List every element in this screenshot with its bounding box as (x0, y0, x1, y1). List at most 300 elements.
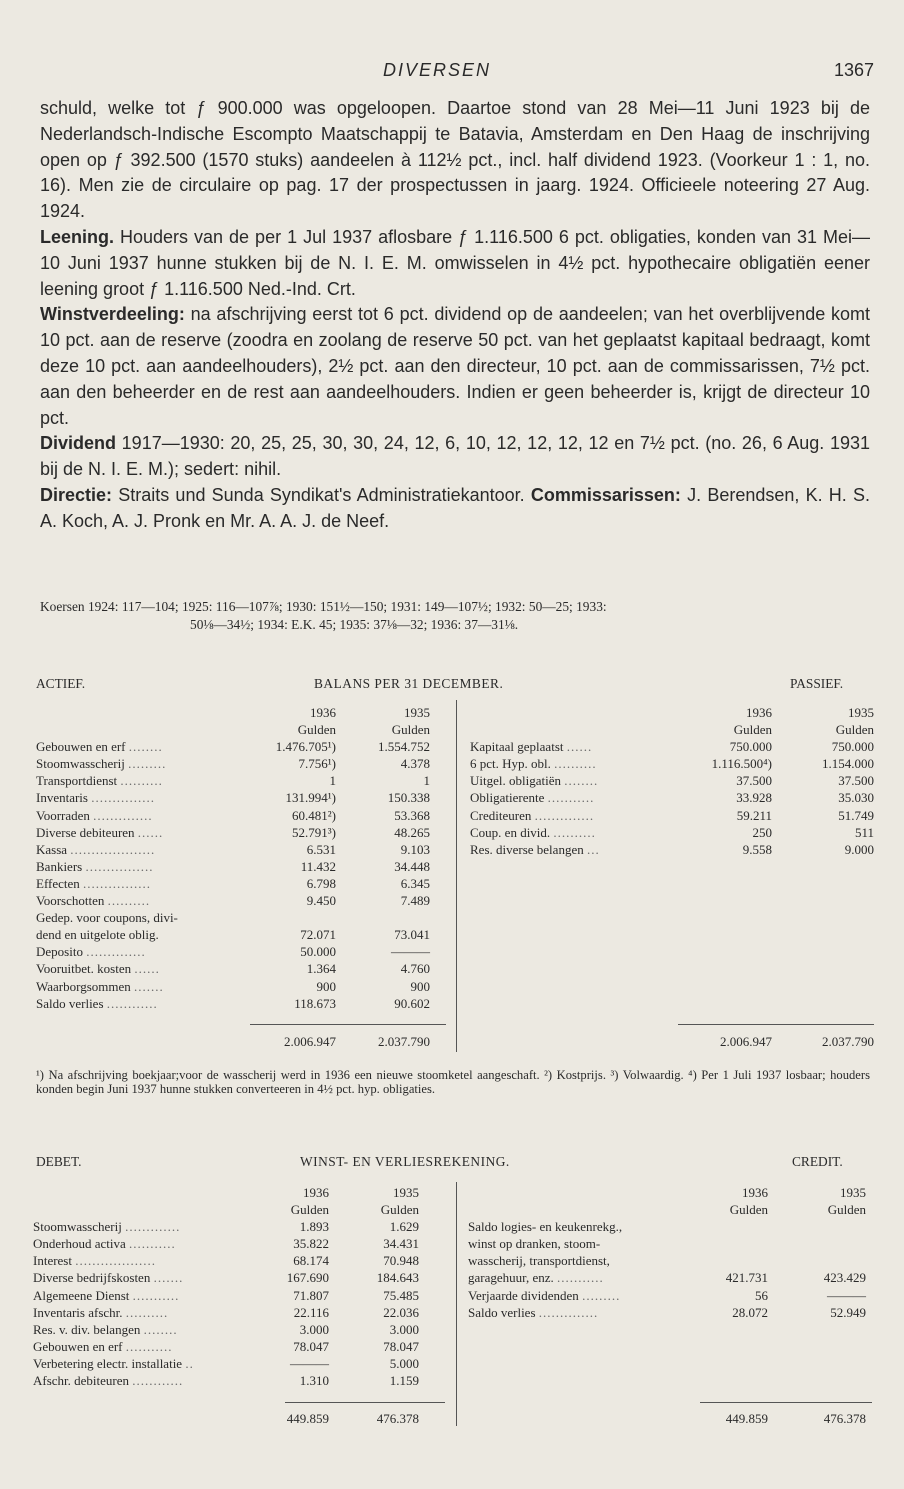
page-number: 1367 (833, 60, 874, 80)
actief-unit-1935: Gulden (391, 722, 430, 738)
passief-value-1935: 1.154.000 (822, 756, 874, 772)
debet-total-1935: 476.378 (376, 1411, 419, 1426)
credit-total-row (468, 1410, 872, 1427)
debet-label (33, 1235, 176, 1252)
debet-value-1936: 68.174 (293, 1253, 329, 1269)
debet-leader-dots: ....... (153, 1270, 184, 1286)
debet-row (33, 1287, 453, 1304)
wv-title: WINST- EN VERLIESREKENING. (300, 1154, 510, 1169)
debet-unit-1936: Gulden (290, 1202, 329, 1218)
actief-leader-dots: ............... (91, 790, 155, 806)
passief-label (470, 789, 594, 806)
debet-value-1935: 34.431 (383, 1236, 419, 1252)
passief-rows (470, 738, 874, 858)
passief-label-text: Kapitaal geplaatst (470, 739, 564, 755)
credit-row (468, 1252, 872, 1269)
passief-leader-dots: .......... (554, 756, 597, 772)
credit-year-row (468, 1184, 872, 1201)
credit-value-1936: 421.731 (725, 1270, 768, 1286)
actief-value-1936: 1 (329, 773, 336, 789)
koersen-line-1: Koersen 1924: 117—104; 1925: 116—107⅞; 1930: 151½—150; 1931: 149—107½; 1932: 50—25; 1933: (40, 599, 607, 614)
actief-row (36, 858, 456, 875)
actief-label-text: Vooruitbet. kosten (36, 961, 132, 977)
actief-label (36, 841, 155, 858)
debet-leader-dots: ........... (132, 1287, 180, 1303)
credit-row (468, 1304, 872, 1321)
passief-value-1936: 9.558 (742, 841, 772, 857)
passief-label-text: Res. diverse belangen (470, 841, 584, 857)
credit-leader-dots: ........... (557, 1270, 604, 1286)
passief-total-1936: 2.006.947 (720, 1034, 772, 1049)
actief-leader-dots: ................ (83, 875, 152, 891)
actief-leader-dots: .......... (107, 893, 151, 909)
passief-year-1936: 1936 (746, 705, 772, 720)
debet-leader-dots: ............. (125, 1219, 181, 1235)
credit-label-text: wasscherij, transportdienst, (468, 1253, 610, 1269)
actief-value-1936: 50.000 (300, 944, 336, 960)
credit-label (468, 1235, 600, 1252)
debet-value-1935: 78.047 (383, 1338, 419, 1354)
actief-total-row (36, 1033, 456, 1050)
balans-title: BALANS PER 31 DECEMBER. (314, 676, 504, 691)
passief-value-1936: 37.500 (736, 773, 772, 789)
credit-rows (468, 1218, 872, 1321)
passief-label (470, 841, 600, 858)
debet-row (33, 1338, 453, 1355)
debet-value-1935: 3.000 (389, 1321, 419, 1337)
credit-row (468, 1235, 872, 1252)
debet-label (33, 1218, 180, 1235)
actief-row (36, 909, 456, 926)
actief-value-1936: 118.673 (294, 995, 336, 1011)
actief-label-text: Transportdienst (36, 773, 118, 789)
debet-label-text: Gebouwen en erf (33, 1338, 123, 1354)
koersen-line-2: 50⅛—34½; 1934: E.K. 45; 1935: 37⅛—32; 1936: 37—31⅛. (190, 617, 519, 632)
actief-row (36, 960, 456, 977)
debet-total-rule (285, 1402, 445, 1403)
credit-unit-1936: Gulden (729, 1202, 768, 1218)
actief-row (36, 943, 456, 960)
credit-row (468, 1269, 872, 1286)
credit-label-text: Saldo verlies (468, 1304, 536, 1320)
actief-leader-dots: .................... (70, 841, 156, 857)
credit-total (468, 1410, 872, 1427)
debet-year-row (33, 1184, 453, 1201)
actief-value-1936: 1.476.705¹) (275, 739, 336, 755)
debet-label-text: Algemeene Dienst (33, 1287, 130, 1303)
passief-label-text: Uitgel. obligatiën (470, 773, 561, 789)
debet-value-1935: 5.000 (389, 1355, 419, 1371)
debet-row (33, 1218, 453, 1235)
debet-unit-row (33, 1201, 453, 1218)
actief-value-1935: ——— (391, 944, 430, 960)
actief-leader-dots: ....... (134, 978, 164, 994)
actief-value-1935: 900 (410, 978, 430, 994)
actief-label (36, 772, 163, 789)
actief-value-1936: 6.531 (306, 841, 336, 857)
debet-leader-dots: ................... (75, 1253, 156, 1269)
actief-value-1935: 4.760 (400, 961, 430, 977)
passief-total-1935: 2.037.790 (822, 1034, 874, 1049)
debet-label (33, 1269, 183, 1286)
directie-label: Directie: (40, 484, 113, 505)
debet-label-text: Inventaris afschr. (33, 1304, 123, 1320)
credit-unit-row (468, 1201, 872, 1218)
passief-leader-dots: ...... (566, 739, 593, 755)
credit-value-1935: ——— (827, 1287, 866, 1303)
credit-value-1935: 423.429 (823, 1270, 866, 1286)
actief-label (36, 892, 150, 909)
balans-divider (456, 700, 457, 1052)
actief-label-text: Saldo verlies (36, 995, 104, 1011)
passief-label (470, 807, 594, 824)
actief-value-1935: 150.338 (387, 790, 430, 806)
passief-value-1935: 35.030 (838, 790, 874, 806)
actief-value-1935: 48.265 (394, 824, 430, 840)
debet-label (33, 1287, 179, 1304)
actief-row (36, 875, 456, 892)
passief-value-1936: 750.000 (729, 739, 772, 755)
actief-label (36, 943, 146, 960)
actief-label-text: dend en uitgelote oblig. (36, 927, 159, 943)
passief-unit-row (470, 721, 874, 738)
passief-value-1935: 9.000 (844, 841, 874, 857)
actief-row (36, 807, 456, 824)
debet-value-1936: 1.310 (299, 1373, 329, 1389)
debet-year-1936: 1936 (303, 1185, 329, 1200)
actief-row (36, 789, 456, 806)
actief-row (36, 995, 456, 1012)
actief-label-text: Waarborgsommen (36, 978, 131, 994)
balans-footnotes: ¹) Na afschrijving boekjaar;voor de wasscherij werd in 1936 een nieuwe stoomketel aangeschaft. ²) Kostprijs. ³) Volwaardig. ⁴) Per 1 Juli 1937 losbaar; houders konden begin Juni 1937 hunne stukken converteeren in 4½ pct. hyp. obligaties. (36, 1068, 870, 1097)
winst-label: Winstverdeeling: (40, 304, 185, 325)
actief-leader-dots: .............. (93, 807, 153, 823)
passief-unit-1936: Gulden (733, 722, 772, 738)
credit-year-1936: 1936 (742, 1185, 768, 1200)
actief-label (36, 755, 166, 772)
passief-label (470, 738, 592, 755)
actief-label-text: Effecten (36, 875, 80, 891)
actief-total (36, 1033, 456, 1050)
actief-label-text: Voorschotten (36, 893, 105, 909)
actief-leader-dots: ...... (134, 961, 160, 977)
debet-row (33, 1252, 453, 1269)
actief-row (36, 892, 456, 909)
actief-value-1935: 34.448 (394, 858, 430, 874)
passief-row (470, 824, 874, 841)
passief-label-text: Coup. en divid. (470, 824, 551, 840)
leening-label: Leening. (40, 226, 115, 247)
company-description (40, 96, 870, 535)
passief-value-1935: 37.500 (838, 773, 874, 789)
credit-row (468, 1218, 872, 1235)
actief-value-1935: 90.602 (394, 995, 430, 1011)
debet-row (33, 1304, 453, 1321)
actief-value-1935: 6.345 (400, 875, 430, 891)
actief-label (36, 960, 160, 977)
credit-label-text: Saldo logies- en keukenrekg., (468, 1219, 623, 1235)
actief-row (36, 772, 456, 789)
actief-label (36, 875, 151, 892)
debet-value-1936: 35.822 (293, 1236, 329, 1252)
credit-label-text: Verjaarde dividenden (468, 1287, 579, 1303)
passief-row (470, 807, 874, 824)
credit-label (468, 1218, 622, 1235)
credit-value-1935: 52.949 (830, 1304, 866, 1320)
actief-year-1936: 1936 (310, 705, 336, 720)
debet-label-text: Onderhoud activa (33, 1236, 126, 1252)
commissarissen-label: Commissarissen: (530, 484, 681, 505)
passief-row (470, 755, 874, 772)
debet-row (33, 1355, 453, 1372)
passief-row (470, 789, 874, 806)
debet-label-text: Diverse bedrijfskosten (33, 1270, 151, 1286)
actief-row (36, 841, 456, 858)
actief-value-1936: 11.432 (300, 858, 336, 874)
passief-label (470, 824, 596, 841)
actief-row (36, 755, 456, 772)
passief-value-1936: 33.928 (736, 790, 772, 806)
actief-value-1936: 72.071 (300, 927, 336, 943)
debet-leader-dots: .......... (125, 1304, 169, 1320)
actief-value-1936: 60.481²) (292, 807, 336, 823)
debet-label-text: Stoomwasscherij (33, 1219, 122, 1235)
debet-total-1936: 449.859 (286, 1411, 329, 1426)
actief-row (36, 824, 456, 841)
actief-label (36, 978, 164, 995)
debet-unit-1935: Gulden (380, 1202, 419, 1218)
passief-table (470, 704, 874, 858)
debet-value-1936: 167.690 (286, 1270, 329, 1286)
credit-year-1935: 1935 (840, 1185, 866, 1200)
actief-label-text: Bankiers (36, 858, 83, 874)
debet-caption: DEBET. (36, 1154, 82, 1169)
credit-label (468, 1287, 620, 1304)
actief-row (36, 978, 456, 995)
passief-row (470, 772, 874, 789)
passief-value-1935: 511 (854, 824, 874, 840)
debet-label (33, 1372, 183, 1389)
actief-label (36, 738, 163, 755)
passief-value-1935: 750.000 (831, 739, 874, 755)
debet-value-1935: 1.159 (389, 1373, 419, 1389)
actief-unit-1936: Gulden (297, 722, 336, 738)
wv-divider (456, 1182, 457, 1426)
dividend-label: Dividend (40, 433, 117, 454)
debet-value-1936: 3.000 (299, 1321, 329, 1337)
passief-year-row (470, 704, 874, 721)
debet-label (33, 1355, 194, 1372)
debet-row (33, 1269, 453, 1286)
actief-value-1936: 131.994¹) (285, 790, 336, 806)
actief-value-1936: 52.791³) (292, 824, 336, 840)
actief-rows (36, 738, 456, 1012)
debet-total (33, 1410, 453, 1427)
actief-year-row (36, 704, 456, 721)
debet-leader-dots: ............ (132, 1373, 184, 1389)
actief-value-1935: 1.554.752 (378, 739, 430, 755)
actief-total-1935: 2.037.790 (378, 1034, 430, 1049)
prose-winstverdeeling (40, 302, 870, 431)
debet-label (33, 1338, 173, 1355)
passief-leader-dots: ........... (547, 790, 595, 806)
debet-label-text: Interest (33, 1253, 72, 1269)
debet-row (33, 1321, 453, 1338)
actief-table (36, 704, 456, 1012)
prose-intro: schuld, welke tot ƒ 900.000 was opgeloopen. Daartoe stond van 28 Mei—11 Juni 1923 bij de Nederlandsch-Indische Escompto Maatschappij te Batavia, Amsterdam en Den Haag de inschrijving open op ƒ 392.500 (1570 stuks) aandeelen à 112½ pct., incl. half dividend 1923. (Voorkeur 1 : 1, no. 16). Men zie de circulaire op pag. 17 der prospectussen in jaarg. 1924. Officieele noteering 27 Aug. 1924. (40, 98, 870, 222)
credit-label-text: winst op dranken, stoom- (468, 1236, 601, 1252)
actief-value-1935: 7.489 (400, 893, 430, 909)
actief-label-text: Inventaris (36, 790, 88, 806)
credit-value-1936: 56 (755, 1287, 768, 1303)
actief-label (36, 807, 153, 824)
passief-value-1936: 59.211 (736, 807, 772, 823)
passief-row (470, 738, 874, 755)
actief-unit-row (36, 721, 456, 738)
actief-total-1936: 2.006.947 (284, 1034, 336, 1049)
actief-label-text: Stoomwasscherij (36, 756, 125, 772)
credit-caption: CREDIT. (792, 1154, 843, 1169)
actief-leader-dots: ............ (106, 995, 158, 1011)
actief-leader-dots: .............. (86, 944, 146, 960)
prose-dividend (40, 431, 870, 483)
debet-value-1936: 1.893 (299, 1219, 329, 1235)
actief-value-1936: 900 (316, 978, 336, 994)
prose-leening (40, 225, 870, 302)
passief-value-1936: 1.116.500⁴) (711, 756, 772, 772)
actief-label (36, 824, 163, 841)
passief-value-1936: 250 (752, 824, 772, 840)
credit-label (468, 1252, 610, 1269)
koersen-block (40, 598, 870, 634)
debet-leader-dots: .. (185, 1355, 194, 1371)
winst-text: na afschrijving eerst tot 6 pct. dividend op de aandeelen; van het overblijvende komt 10 pct. aan de reserve (zoodra en zoolang de reserve 50 pct. van het geplaatst kapitaal bedraagt, komt deze 10 pct. aan aandeelhouders), 2½ pct. aan den directeur, 10 pct. aan de commissarissen, 7½ pct. aan den beheerder en de rest aan aandeelhouders. Indien er geen beheerder is, krijgt de directeur 10 pct. (40, 304, 870, 428)
passief-label-text: Obligatierente (470, 790, 545, 806)
actief-label (36, 995, 158, 1012)
passief-row (470, 841, 874, 858)
leening-text: Houders van de per 1 Jul 1937 aflosbare ƒ 1.116.500 6 pct. obligaties, konden van 31 Mei—10 Juni 1937 hunne stukken bij de N. I. E. M. omwisselen in 4½ pct. hypothecaire obligatiën eener leening groot ƒ 1.116.500 Ned.-Ind. Crt. (40, 226, 870, 299)
directie-text: Straits und Sunda Syndikat's Administratiekantoor. (112, 484, 531, 505)
actief-value-1936: 1.364 (306, 961, 336, 977)
actief-label-text: Voorraden (36, 807, 90, 823)
dividend-text: 1917—1930: 20, 25, 25, 30, 30, 24, 12, 6, 10, 12, 12, 12, 12 en 7½ pct. (no. 26, 6 Aug. 1931 bij de N. I. E. M.); sedert: nihil. (40, 433, 870, 480)
actief-label-text: Deposito (36, 944, 83, 960)
actief-label (36, 789, 155, 806)
actief-label-text: Diverse debiteuren (36, 824, 135, 840)
actief-value-1935: 1 (423, 773, 430, 789)
credit-unit-1935: Gulden (827, 1202, 866, 1218)
actief-value-1936: 9.450 (306, 893, 336, 909)
actief-value-1935: 4.378 (400, 756, 430, 772)
debet-rows (33, 1218, 453, 1389)
actief-label-text: Kassa (36, 841, 68, 857)
debet-value-1936: 71.807 (293, 1287, 329, 1303)
running-title: DIVERSEN (383, 60, 492, 80)
debet-value-1935: 22.036 (383, 1304, 419, 1320)
debet-label (33, 1304, 168, 1321)
actief-label (36, 926, 159, 943)
actief-leader-dots: ................ (85, 858, 154, 874)
passief-caption: PASSIEF. (790, 676, 844, 691)
credit-row (468, 1287, 872, 1304)
actief-label-text: Gebouwen en erf (36, 739, 126, 755)
debet-total-row (33, 1410, 453, 1427)
debet-label (33, 1252, 156, 1269)
debet-table (33, 1184, 453, 1389)
passief-leader-dots: ... (586, 841, 600, 857)
actief-leader-dots: ......... (128, 756, 167, 772)
passief-label-text: 6 pct. Hyp. obl. (470, 756, 551, 772)
debet-leader-dots: ........... (129, 1236, 176, 1252)
actief-year-1935: 1935 (404, 705, 430, 720)
credit-label-text: garagehuur, enz. (468, 1270, 554, 1286)
actief-value-1935: 53.368 (394, 807, 430, 823)
credit-total-rule (700, 1402, 872, 1403)
actief-row (36, 926, 456, 943)
credit-label (468, 1269, 604, 1286)
passief-label-text: Crediteuren (470, 807, 532, 823)
debet-value-1936: 78.047 (293, 1338, 329, 1354)
debet-value-1935: 70.948 (383, 1253, 419, 1269)
actief-leader-dots: ........ (128, 739, 163, 755)
debet-year-1935: 1935 (393, 1185, 419, 1200)
actief-total-rule (250, 1024, 446, 1025)
actief-row (36, 738, 456, 755)
debet-value-1935: 1.629 (389, 1219, 419, 1235)
actief-label (36, 909, 178, 926)
passief-value-1935: 51.749 (838, 807, 874, 823)
credit-total-1935: 476.378 (823, 1411, 866, 1426)
actief-label (36, 858, 153, 875)
passief-unit-1935: Gulden (835, 722, 874, 738)
credit-table (468, 1184, 872, 1321)
passief-leader-dots: .......... (553, 824, 596, 840)
debet-value-1935: 184.643 (376, 1270, 419, 1286)
debet-row (33, 1235, 453, 1252)
passief-total-row (470, 1033, 874, 1050)
debet-value-1935: 75.485 (383, 1287, 419, 1303)
actief-value-1936: 6.798 (306, 875, 336, 891)
debet-leader-dots: ........ (143, 1321, 178, 1337)
passief-total-rule (678, 1024, 874, 1025)
credit-total-1936: 449.859 (725, 1411, 768, 1426)
credit-value-1936: 28.072 (732, 1304, 768, 1320)
actief-value-1935: 9.103 (400, 841, 430, 857)
passief-leader-dots: .............. (534, 807, 595, 823)
passief-label (470, 772, 598, 789)
actief-value-1935: 73.041 (394, 927, 430, 943)
passief-total (470, 1033, 874, 1050)
debet-value-1936: ——— (290, 1355, 329, 1371)
debet-label (33, 1321, 178, 1338)
actief-leader-dots: .......... (120, 773, 163, 789)
debet-leader-dots: ........... (125, 1338, 173, 1354)
actief-label-text: Gedep. voor coupons, divi- (36, 910, 178, 926)
debet-label-text: Afschr. debiteuren (33, 1373, 130, 1389)
debet-value-1936: 22.116 (293, 1304, 329, 1320)
debet-label-text: Res. v. div. belangen (33, 1321, 141, 1337)
debet-label-text: Verbetering electr. installatie (33, 1355, 183, 1371)
actief-leader-dots: ...... (137, 824, 164, 840)
passief-year-1935: 1935 (848, 705, 874, 720)
credit-leader-dots: .............. (538, 1304, 599, 1320)
debet-row (33, 1372, 453, 1389)
actief-caption: ACTIEF. (36, 676, 86, 691)
passief-leader-dots: ........ (564, 773, 599, 789)
credit-label (468, 1304, 598, 1321)
commissarissen-text: J. Berendsen, K. H. S. A. Koch, A. J. Pronk en Mr. A. A. J. de Neef. (40, 484, 870, 531)
page-header (0, 60, 904, 84)
